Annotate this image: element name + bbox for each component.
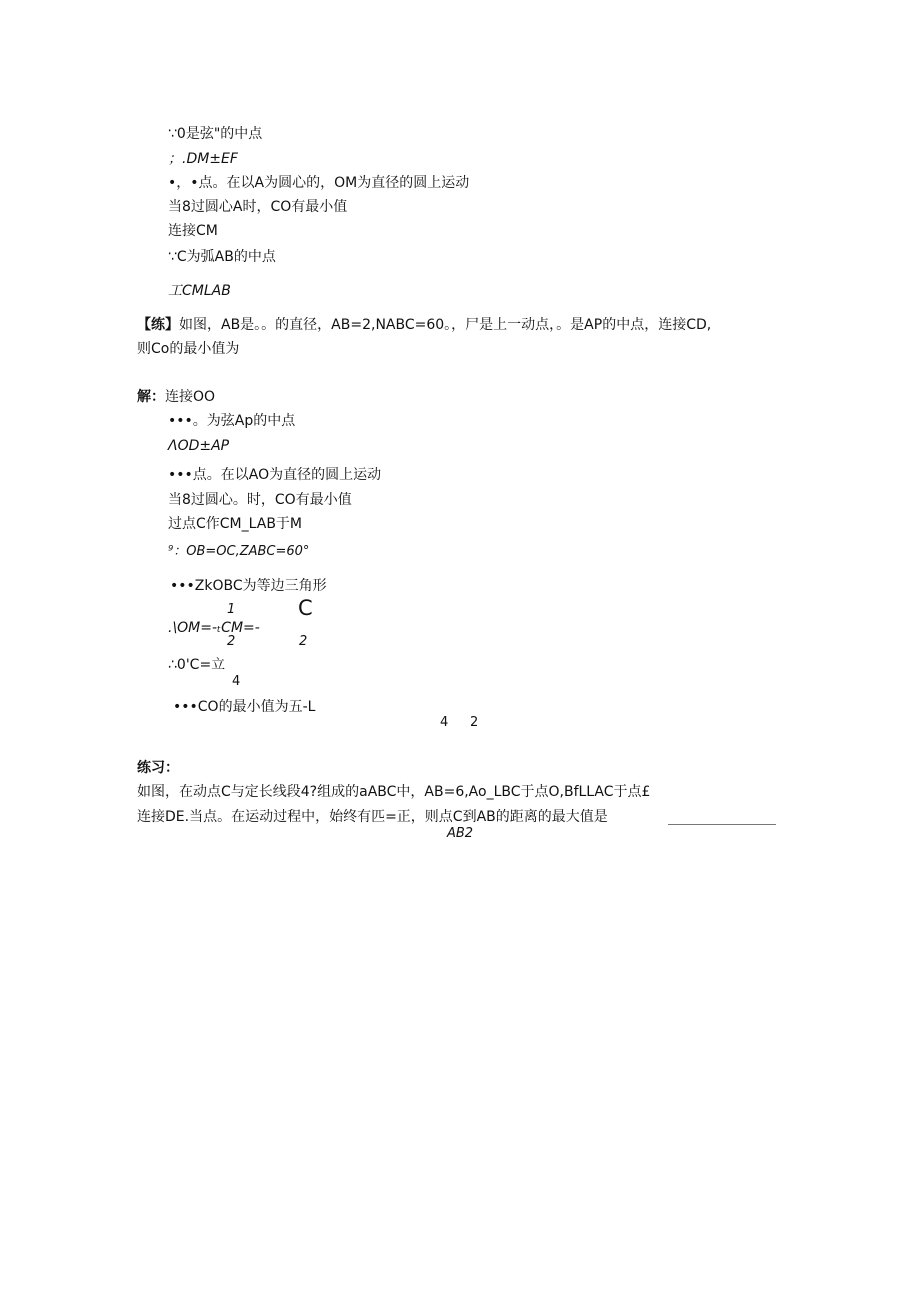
proof-line: ；.DM±EF (168, 151, 238, 167)
solution-line: ⁹：OB=OC,ZABC=60° (168, 544, 310, 559)
proof-line: ∵0是弦"的中点 (168, 126, 263, 142)
solution-line: 过点C作CM_LAB于M (168, 516, 303, 532)
fraction-numerator: C (298, 596, 313, 620)
solution-text: 连接OO (165, 389, 216, 405)
proof-line: •，•点。在以A为圆心的，OM为直径的圆上运动 (168, 175, 470, 191)
solution-line: ΛOD±AP (168, 438, 230, 454)
proof-line: ∵C为弧AB的中点 (168, 249, 276, 265)
proof-line: 连接CM (168, 223, 218, 239)
practice-text: 如图，AB是。。的直径，AB=2,NABC=60。，尸是上一动点，。是AP的中点，连接CD, (179, 317, 712, 333)
fraction-denominator: 4 (440, 715, 449, 730)
fraction-denominator: 2 (299, 634, 308, 649)
solution-line (137, 389, 215, 405)
solution-line: •••CO的最小值为五-L (173, 699, 316, 715)
solution-line: 当8过圆心。时，CO有最小值 (168, 492, 352, 508)
solution-label: 解： (137, 389, 165, 405)
exercise-label: 练习： (137, 760, 179, 776)
fraction-denominator: 2 (470, 715, 479, 730)
fraction-denominator: 4 (232, 674, 241, 689)
proof-line: 工CMLAB (168, 283, 231, 299)
solution-line: ∴0'C=立 (168, 657, 226, 673)
practice-problem-line: 则Co的最小值为 (137, 341, 240, 357)
fraction-numerator: 1 (227, 602, 236, 617)
practice-label: 【练】 (137, 317, 179, 333)
answer-blank (668, 824, 776, 825)
fraction-denominator: AB2 (447, 826, 474, 841)
solution-line: •••ZkOBC为等边三角形 (170, 578, 327, 594)
proof-line: 当8过圆心A时，CO有最小值 (168, 199, 348, 215)
solution-line: •••。为弦Ap的中点 (168, 413, 296, 429)
fraction-denominator: 2 (227, 634, 236, 649)
solution-line: .\OM=-ₜCM=- (168, 620, 260, 636)
exercise-line: 如图，在动点C与定长线段4?组成的aABC中，AB=6,Ao_LBC于点O,BfLLAC于点£ (137, 784, 651, 800)
exercise-line: 连接DE.当点。在运动过程中，始终有匹=正，则点C到AB的距离的最大值是 (137, 809, 608, 825)
practice-problem-line (137, 317, 711, 333)
solution-line: •••点。在以AO为直径的圆上运动 (168, 467, 382, 483)
